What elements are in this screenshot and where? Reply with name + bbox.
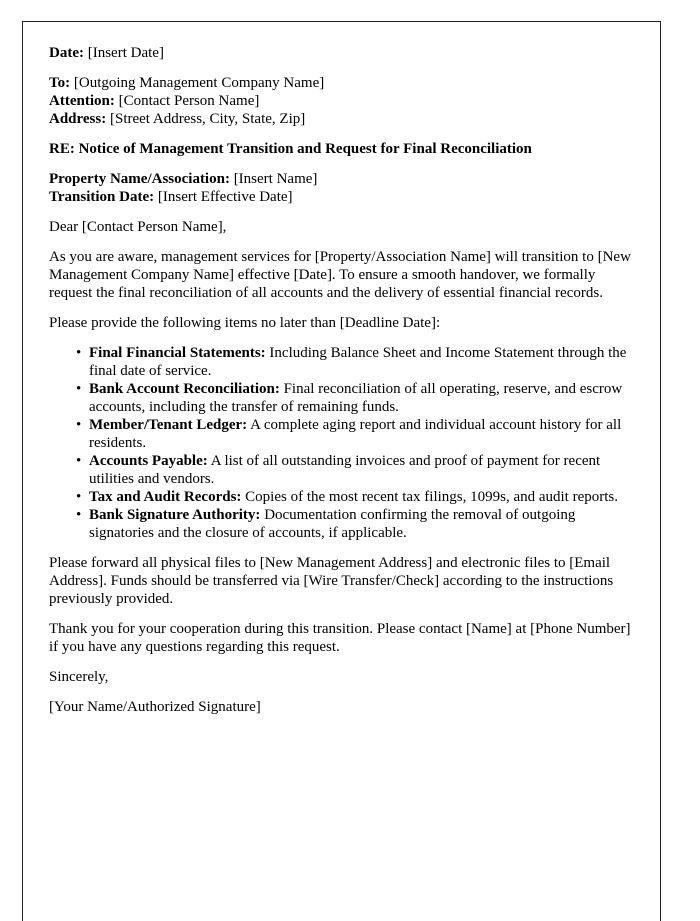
list-item-description: A complete aging report and individual account history for all residents. [89, 417, 622, 451]
attention-label: Attention: [49, 93, 115, 109]
property-name-label: Property Name/Association: [49, 171, 230, 187]
attention-value: [Contact Person Name] [118, 93, 260, 109]
bullet-icon: • [76, 507, 82, 523]
address-line [49, 110, 636, 128]
list-item [49, 506, 636, 542]
signature-placeholder: [Your Name/Authorized Signature] [49, 699, 261, 715]
bullet-icon: • [76, 417, 82, 433]
request-items-list [49, 344, 636, 542]
list-item [49, 488, 636, 506]
property-block [49, 170, 636, 206]
date-label: Date: [49, 45, 84, 61]
list-item [49, 344, 636, 380]
date-line [49, 44, 636, 62]
bullet-icon: • [76, 489, 82, 505]
list-item-title: Accounts Payable: [89, 453, 208, 469]
list-item-title: Bank Signature Authority: [89, 507, 261, 523]
list-item [49, 380, 636, 416]
list-item-title: Bank Account Reconciliation: [89, 381, 280, 397]
document-page-frame [22, 21, 661, 921]
list-item-title: Tax and Audit Records: [89, 489, 242, 505]
list-item [49, 416, 636, 452]
bullet-icon: • [76, 345, 82, 361]
delivery-paragraph: Please forward all physical files to [New Management Address] and electronic files to [Email Address]. Funds should be transferred via [Wire Transfer/Check] according to the instructions previously provided. [49, 555, 614, 607]
address-value: [Street Address, City, State, Zip] [109, 111, 306, 127]
letter-body [49, 44, 636, 716]
request-lead-in: Please provide the following items no later than [Deadline Date]: [49, 315, 441, 331]
list-item-description: Copies of the most recent tax filings, 1099s, and audit reports. [245, 489, 619, 505]
intro-paragraph: As you are aware, management services for [Property/Association Name] will transition to [New Management Company Name] effective [Date]. To ensure a smooth handover, we formally request the final reconciliation of all accounts and the delivery of essential financial records. [49, 249, 631, 301]
property-name-value: [Insert Name] [233, 171, 318, 187]
bullet-icon: • [76, 453, 82, 469]
list-item-description: Including Balance Sheet and Income Statement through the final date of service. [89, 345, 627, 379]
list-item-description: Documentation confirming the removal of outgoing signatories and the closure of accounts, if applicable. [89, 507, 576, 541]
list-item-description: Final reconciliation of all operating, reserve, and escrow accounts, including the transfer of remaining funds. [89, 381, 623, 415]
date-block [49, 44, 636, 62]
bullet-icon: • [76, 381, 82, 397]
transition-date-line [49, 188, 636, 206]
closing-paragraph: Thank you for your cooperation during this transition. Please contact [Name] at [Phone Number] if you have any questions regarding this request. [49, 621, 631, 655]
to-value: [Outgoing Management Company Name] [73, 75, 325, 91]
to-label: To: [49, 75, 71, 91]
subject-line: RE: Notice of Management Transition and Request for Final Reconciliation [49, 141, 532, 157]
list-item-title: Final Financial Statements: [89, 345, 266, 361]
recipient-block [49, 74, 636, 128]
sign-off: Sincerely, [49, 669, 109, 685]
property-name-line [49, 170, 636, 188]
list-item-description: A list of all outstanding invoices and proof of payment for recent utilities and vendors. [89, 453, 601, 487]
list-item [49, 452, 636, 488]
attention-line [49, 92, 636, 110]
transition-date-label: Transition Date: [49, 189, 155, 205]
date-value: [Insert Date] [87, 45, 164, 61]
to-line [49, 74, 636, 92]
transition-date-value: [Insert Effective Date] [157, 189, 293, 205]
address-label: Address: [49, 111, 107, 127]
salutation: Dear [Contact Person Name], [49, 219, 227, 235]
list-item-title: Member/Tenant Ledger: [89, 417, 248, 433]
